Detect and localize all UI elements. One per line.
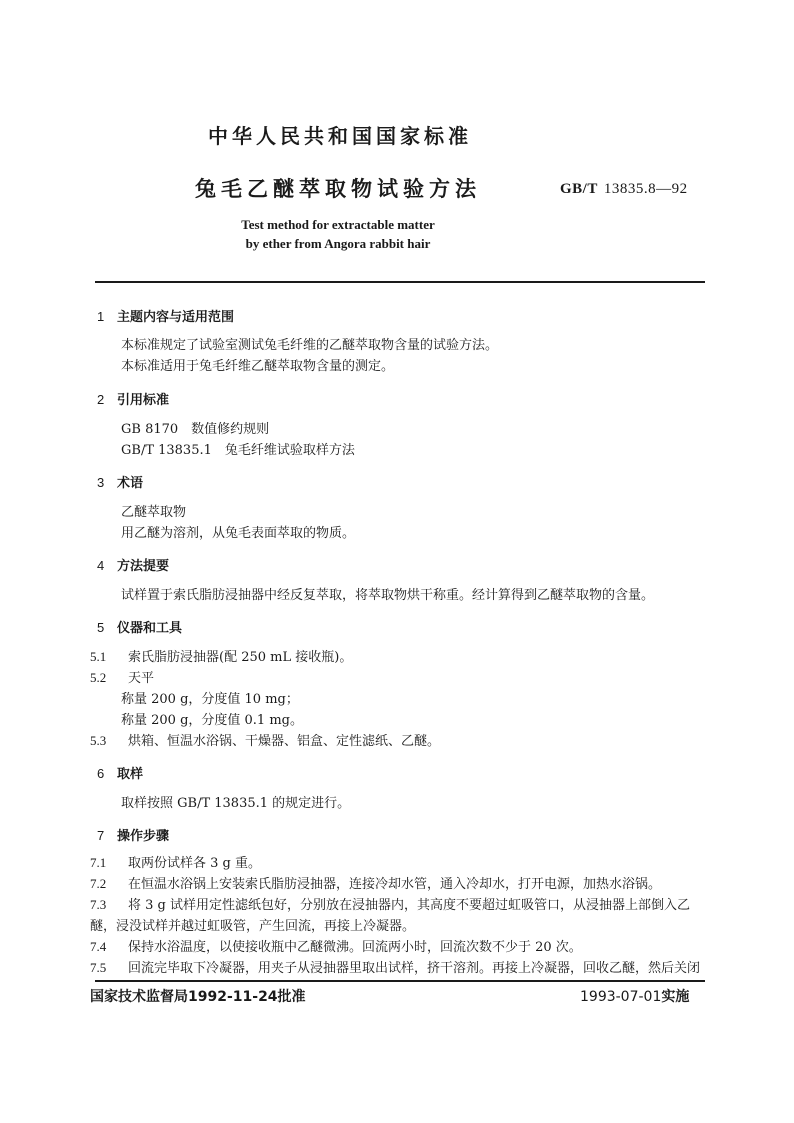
clause-number: 5.2 (90, 670, 107, 685)
clause-7-3 (90, 894, 690, 913)
clause-text: 保持水浴温度，以使接收瓶中乙醚微沸。回流两小时，回流次数不少于 20 次。 (128, 940, 582, 955)
clause-number: 5.1 (90, 649, 107, 664)
english-title-line-2: by ether from Angora rabbit hair (245, 236, 431, 251)
section-1-heading (97, 306, 234, 325)
standard-code (560, 181, 688, 198)
clause-text: 回流完毕取下冷凝器，用夹子从浸抽器里取出试样，挤干溶剂。再接上冷凝器，回收乙醚，然后关闭 (128, 961, 701, 976)
section-title: 方法提要 (117, 559, 170, 574)
section-number: 6 (97, 766, 105, 781)
term-definition: 用乙醚为溶剂，从兔毛表面萃取的物质。 (121, 526, 356, 541)
balance-spec-2: 称量 200 g，分度值 0.1 mg。 (121, 713, 303, 728)
clause-7-3-continuation: 醚，浸没试样并越过虹吸管，产生回流，再接上冷凝器。 (90, 919, 416, 934)
reference-gb-8170: GB 8170 数值修约规则 (121, 422, 270, 437)
section-number: 7 (97, 828, 105, 843)
clause-text: 在恒温水浴锅上安装索氏脂肪浸抽器，连接冷却水管，通入冷却水，打开电源，加热水浴锅。 (128, 877, 662, 892)
section-number: 4 (97, 558, 105, 573)
clause-number: 5.3 (90, 733, 107, 748)
clause-number: 7.5 (90, 960, 107, 975)
clause-7-1 (90, 852, 261, 871)
section-number: 5 (97, 620, 105, 635)
clause-text: 天平 (128, 671, 155, 686)
clause-number: 7.2 (90, 876, 107, 891)
section-title: 仪器和工具 (117, 621, 183, 636)
national-standard-heading: 中华人民共和国国家标准 (208, 124, 472, 148)
section-title: 操作步骤 (117, 829, 170, 844)
section-number: 3 (97, 475, 105, 490)
section-title: 取样 (117, 767, 144, 782)
english-title-line-1: Test method for extractable matter (241, 217, 435, 232)
clause-text: 将 3 g 试样用定性滤纸包好，分别放在浸抽器内，其高度不要超过虹吸管口，从浸抽器上部倒入乙 (128, 898, 690, 913)
clause-text: 索氏脂肪浸抽器(配 250 mL 接收瓶)。 (128, 650, 353, 665)
section-title: 引用标准 (117, 393, 170, 408)
section-7-heading (97, 825, 169, 844)
section-2-heading (97, 389, 169, 408)
section-1-paragraph-1: 本标准规定了试验室测试兔毛纤维的乙醚萃取物含量的试验方法。 (121, 338, 499, 353)
clause-7-4 (90, 936, 582, 955)
term-name: 乙醚萃取物 (121, 505, 187, 520)
section-title: 主题内容与适用范围 (117, 310, 235, 325)
clause-5-1 (90, 646, 352, 665)
section-1-paragraph-2: 本标准适用于兔毛纤维乙醚萃取物含量的测定。 (121, 359, 395, 374)
approval-statement: 国家技术监督局1992-11-24批准 (90, 989, 306, 1005)
clause-text: 烘箱、恒温水浴锅、干燥器、铝盒、定性滤纸、乙醚。 (128, 734, 441, 749)
document-title: 兔毛乙醚萃取物试验方法 (195, 177, 481, 201)
section-3-heading (97, 472, 143, 491)
clause-7-5 (90, 957, 700, 976)
clause-number: 7.1 (90, 855, 107, 870)
effective-label: 实施 (661, 989, 690, 1005)
section-6-paragraph: 取样按照 GB/T 13835.1 的规定进行。 (121, 796, 351, 811)
clause-number: 7.3 (90, 897, 107, 912)
section-number: 1 (97, 309, 105, 324)
reference-gb-t-13835-1: GB/T 13835.1 兔毛纤维试验取样方法 (121, 443, 355, 458)
code-number: 13835.8—92 (603, 181, 688, 197)
clause-5-3 (90, 730, 440, 749)
header-divider (95, 281, 705, 283)
section-number: 2 (97, 392, 105, 407)
clause-text: 取两份试样各 3 g 重。 (128, 856, 261, 871)
section-4-paragraph: 试样置于索氏脂肪浸抽器中经反复萃取，将萃取物烘干称重。经计算得到乙醚萃取物的含量。 (121, 588, 655, 603)
code-prefix: GB/T (560, 181, 598, 197)
clause-7-2 (90, 873, 661, 892)
section-title: 术语 (117, 476, 144, 491)
effective-date: 1993-07-01 (580, 989, 662, 1005)
clause-number: 7.4 (90, 939, 107, 954)
balance-spec-1: 称量 200 g，分度值 10 mg； (121, 692, 299, 707)
effective-statement (580, 986, 689, 1006)
clause-5-2 (90, 667, 154, 686)
footer-divider (95, 980, 705, 982)
section-5-heading (97, 617, 182, 636)
section-6-heading (97, 763, 143, 782)
section-4-heading (97, 555, 169, 574)
